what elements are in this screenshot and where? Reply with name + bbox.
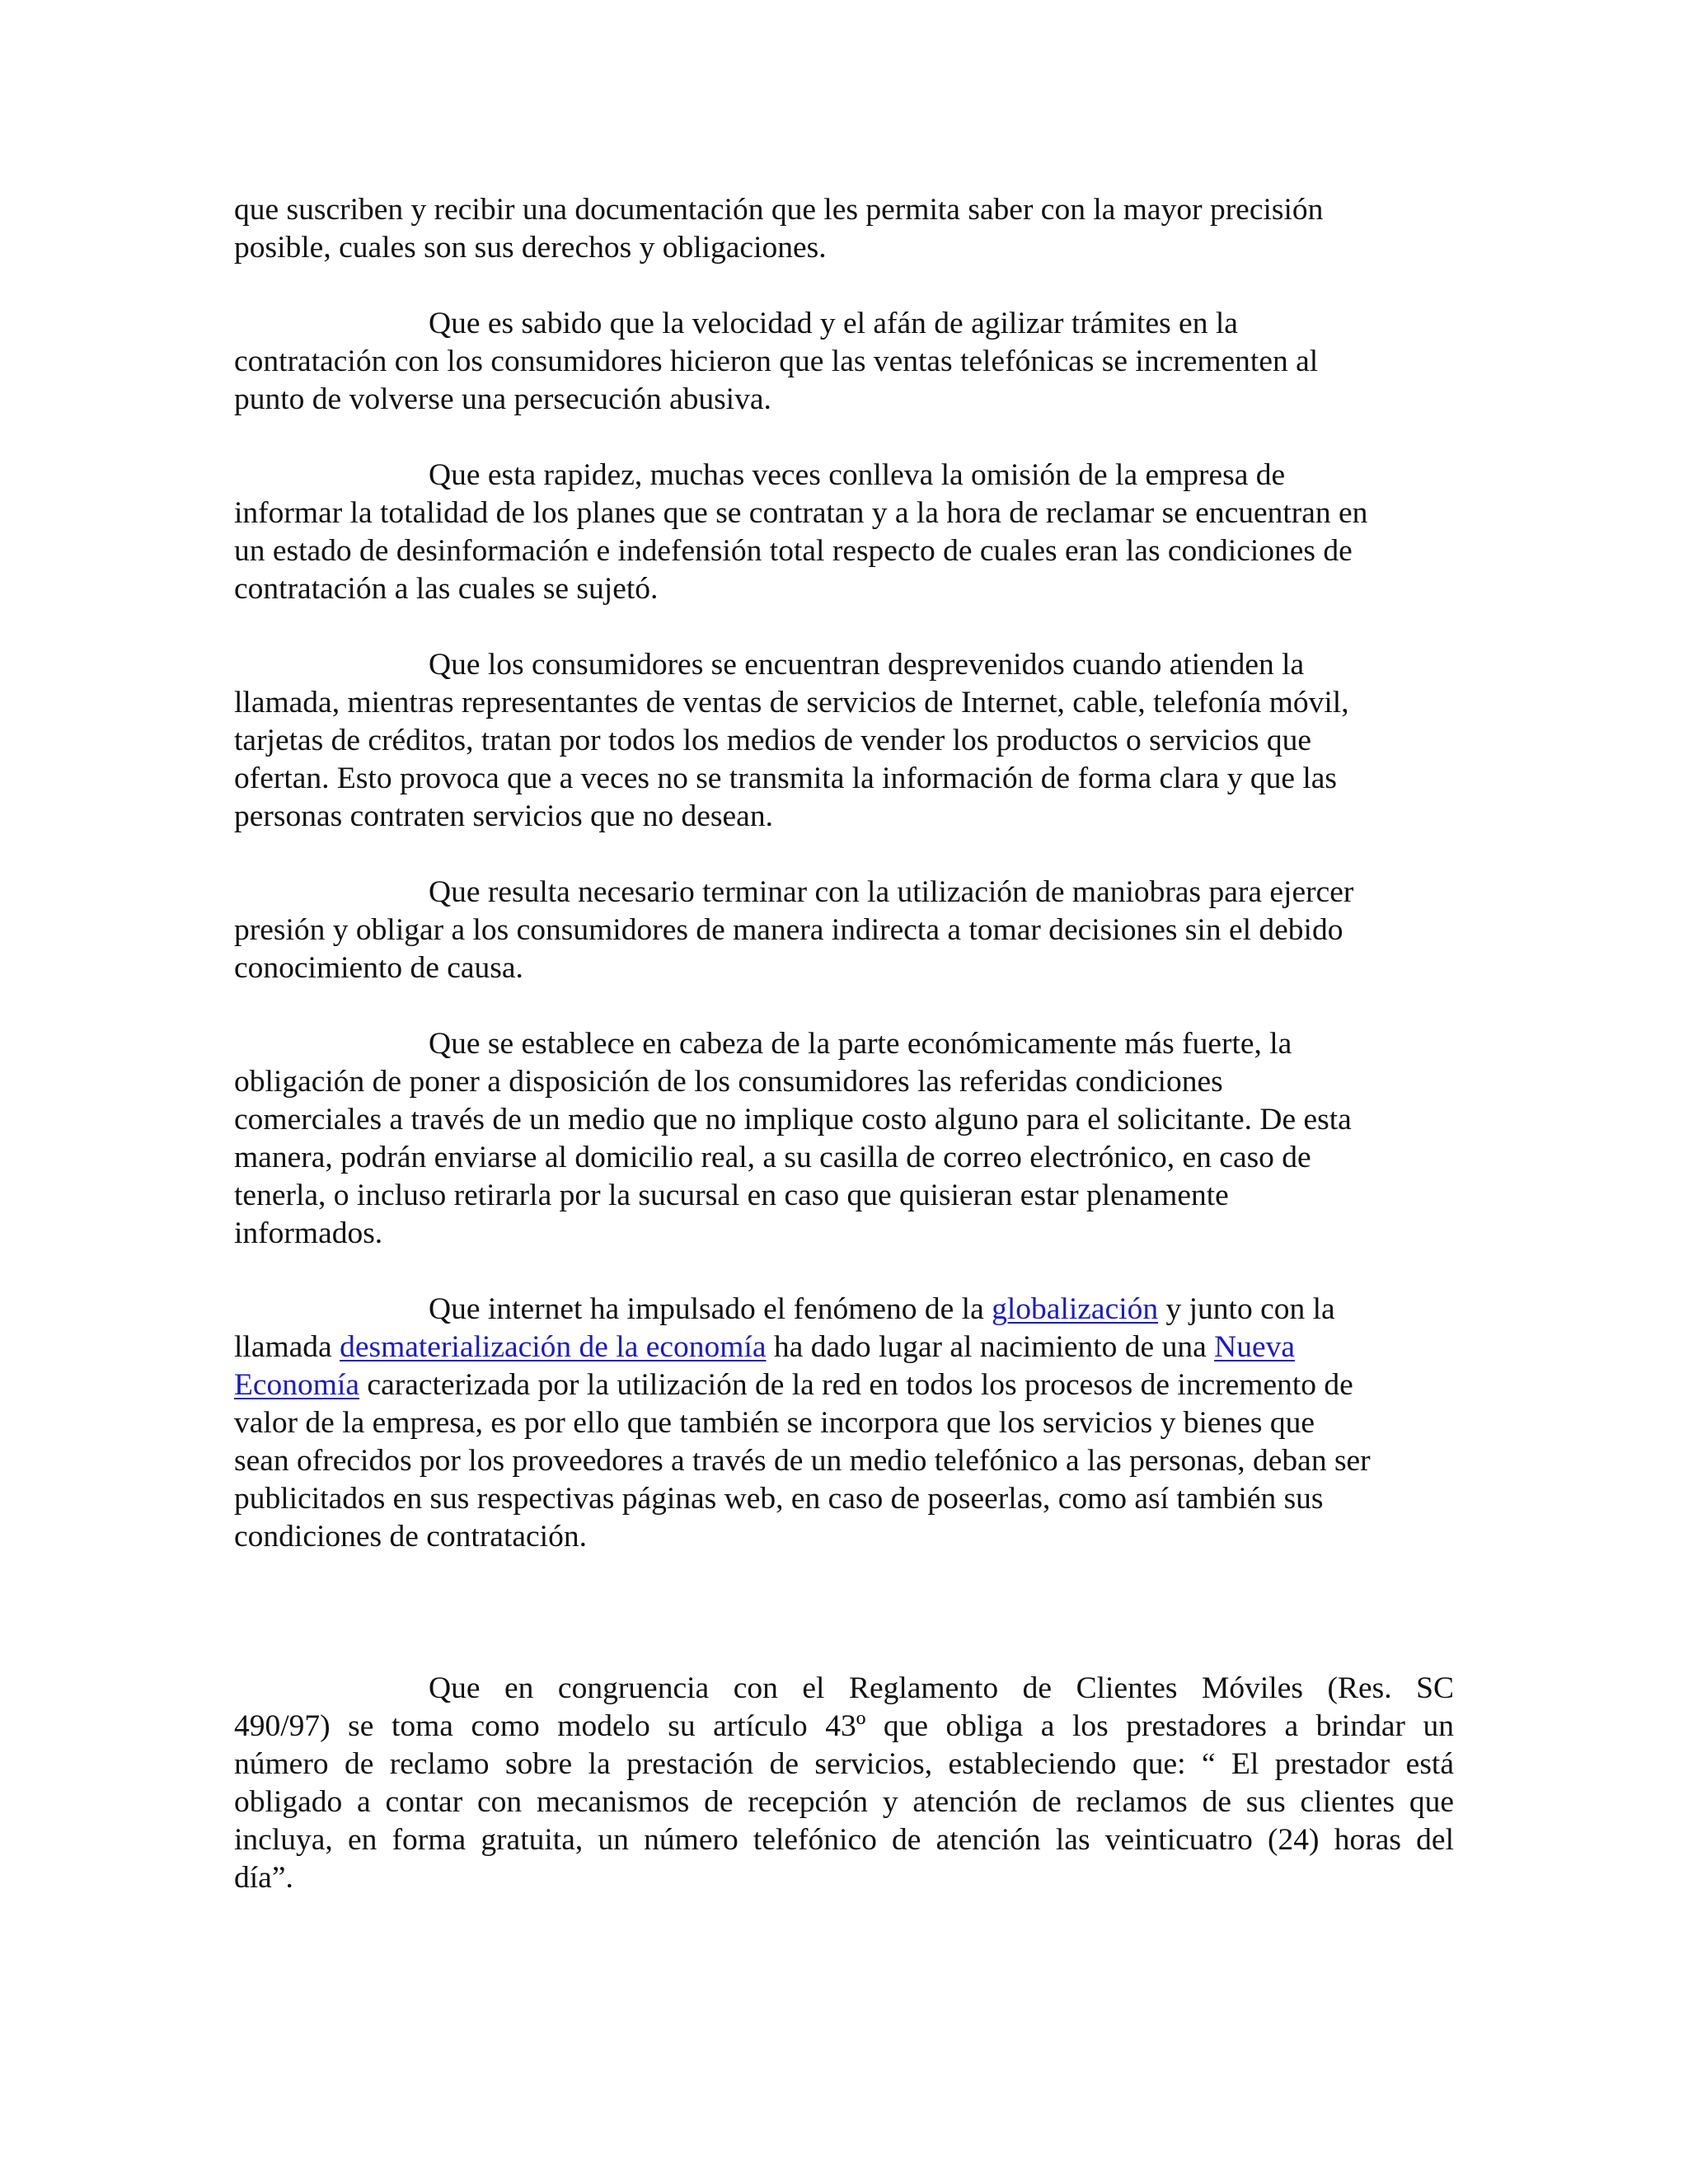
text-line: contratación a las cuales se sujetó. [234, 572, 659, 606]
text-line: contratación con los consumidores hicieron que las ventas telefónicas se incrementen al [234, 344, 1319, 378]
text-line: posible, cuales son sus derechos y obligaciones. [234, 231, 827, 265]
text-line: un estado de desinformación e indefensión total respecto de cuales eran las condiciones de [234, 534, 1353, 568]
blank-space [234, 1594, 1454, 1670]
text-line: Que esta rapidez, muchas veces conlleva la omisión de la empresa de [429, 458, 1286, 492]
text-line: condiciones de contratación. [234, 1520, 587, 1554]
text-line [234, 1291, 1454, 1329]
link-desmaterializacion-economia[interactable]: desmaterialización de la economía [340, 1330, 767, 1364]
text-line: obligado a contar con mecanismos de recepción y atención de reclamos de sus clientes que [234, 1785, 1454, 1819]
text-line [234, 1366, 1454, 1404]
text-line: Que los consumidores se encuentran desprevenidos cuando atienden la [429, 648, 1305, 682]
text-run: caracterizada por la utilización de la red en todos los procesos de incremento de [359, 1368, 1353, 1402]
paragraph-8 [234, 1670, 1454, 1897]
text-line: Que es sabido que la velocidad y el afán de agilizar trámites en la [429, 307, 1238, 340]
paragraph-7 [234, 1291, 1454, 1556]
text-line: tenerla, o incluso retirarla por la sucursal en caso que quisieran estar plenamente [234, 1179, 1229, 1212]
text-line: valor de la empresa, es por ello que también se incorpora que los servicios y bienes que [234, 1406, 1315, 1440]
link-globalizacion[interactable]: globalización [992, 1292, 1159, 1326]
text-line: día”. [234, 1861, 293, 1895]
document-body [234, 191, 1454, 1935]
text-line: Que en congruencia con el Reglamento de Clientes Móviles (Res. SC [429, 1671, 1454, 1705]
text-line: punto de volverse una persecución abusiva. [234, 382, 771, 416]
text-line: que suscriben y recibir una documentación que les permita saber con la mayor precisión [234, 193, 1324, 227]
paragraph-5 [234, 874, 1454, 987]
text-line [234, 1329, 1454, 1366]
text-line: 490/97) se toma como modelo su artículo 43º que obliga a los prestadores a brindar un [234, 1709, 1454, 1743]
text-line: Que resulta necesario terminar con la utilización de maniobras para ejercer [429, 875, 1354, 909]
text-line: Que se establece en cabeza de la parte económicamente más fuerte, la [429, 1027, 1292, 1061]
link-nueva-economia-part2[interactable]: Economía [234, 1368, 360, 1402]
text-line: personas contraten servicios que no desean. [234, 799, 773, 833]
text-run: ha dado lugar al nacimiento de una [766, 1330, 1215, 1364]
text-line: número de reclamo sobre la prestación de servicios, estableciendo que: “ El prestador está [234, 1747, 1454, 1781]
text-line: tarjetas de créditos, tratan por todos los medios de vender los productos o servicios que [234, 724, 1311, 757]
text-run: Que internet ha impulsado el fenómeno de la [429, 1292, 992, 1326]
paragraph-4 [234, 646, 1454, 836]
text-line: presión y obligar a los consumidores de manera indirecta a tomar decisiones sin el debido [234, 913, 1343, 947]
text-line: comerciales a través de un medio que no implique costo alguno para el solicitante. De esta [234, 1103, 1352, 1137]
text-line: incluya, en forma gratuita, un número telefónico de atención las veinticuatro (24) horas del [234, 1823, 1454, 1857]
link-nueva-economia-part1[interactable]: Nueva [1214, 1330, 1295, 1364]
text-line: informados. [234, 1216, 383, 1250]
text-line: conocimiento de causa. [234, 951, 523, 985]
paragraph-1 [234, 191, 1454, 267]
text-line: ofertan. Esto provoca que a veces no se transmita la información de forma clara y que las [234, 762, 1338, 795]
text-line: informar la totalidad de los planes que se contratan y a la hora de reclamar se encuentran en [234, 496, 1368, 530]
paragraph-6 [234, 1025, 1454, 1253]
text-line: publicitados en sus respectivas páginas web, en caso de poseerlas, como así también sus [234, 1482, 1324, 1516]
text-run: llamada [234, 1330, 340, 1364]
text-line: obligación de poner a disposición de los consumidores las referidas condiciones [234, 1065, 1223, 1099]
paragraph-3 [234, 457, 1454, 608]
text-line: sean ofrecidos por los proveedores a través de un medio telefónico a las personas, deban ser [234, 1444, 1371, 1478]
text-line: llamada, mientras representantes de ventas de servicios de Internet, cable, telefonía móvil, [234, 686, 1349, 719]
text-line: manera, podrán enviarse al domicilio real, a su casilla de correo electrónico, en caso de [234, 1141, 1311, 1174]
text-run: y junto con la [1158, 1292, 1335, 1326]
paragraph-2 [234, 305, 1454, 419]
